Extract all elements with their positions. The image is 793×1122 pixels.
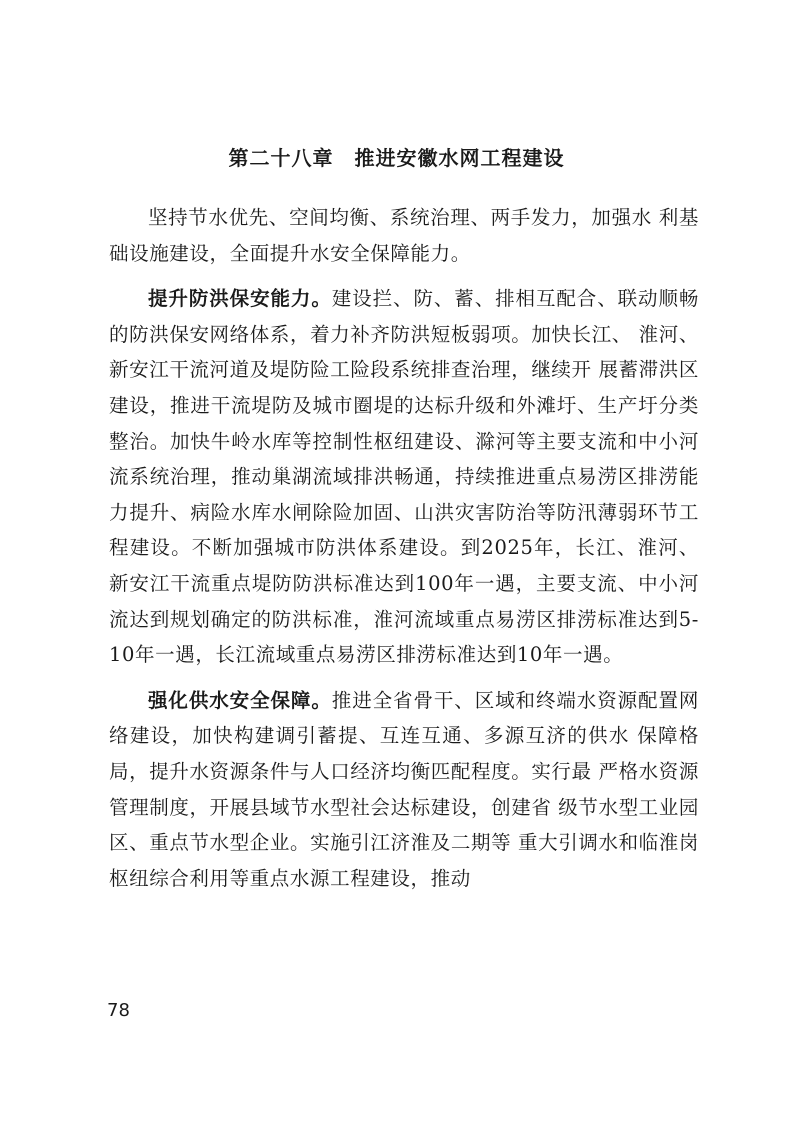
water-supply-heading: 强化供水安全保障。 [148, 688, 332, 712]
flood-control-heading: 提升防洪保安能力。 [148, 287, 332, 311]
flood-control-paragraph [109, 281, 699, 673]
page-number: 78 [107, 1000, 130, 1021]
water-supply-text: 推进全省骨干、区域和终端水资源配置网络建设，加快构建调引蓄提、互连互通、多源互济的供水 保障格局，提升水资源条件与人口经济均衡匹配程度。实行最 严格水资源管理制度，开展县域节水型社会达标建设，创建省 级节水型工业园区、重点节水型企业。实施引江济淮及二期等 重大引调水和临淮岗枢纽综合利用等重点水源工程建设，推动 [109, 688, 699, 890]
body-text [109, 200, 699, 906]
flood-control-text: 建设拦、防、蓄、排相互配合、联动顺畅的防洪保安网络体系，着力补齐防洪短板弱项。加快长江、 淮河、新安江干流河道及堤防险工险段系统排查治理，继续开 展蓄滞洪区建设，推进干流堤防及城市圈堤的达标升级和外滩圩、生产圩分类整治。加快牛岭水库等控制性枢纽建设、滁河等主要支流和中小河流系统治理，推动巢湖流域排洪畅通，持续推进重点易涝区排涝能力提升、病险水库水闸除险加固、山洪灾害防治等防汛薄弱环节工程建设。不断加强城市防洪体系建设。到2025年，长江、淮河、新安江干流重点堤防防洪标准达到100年一遇，主要支流、中小河流达到规划确定的防洪标准，淮河流域重点易涝区排涝标准达到5-10年一遇，长江流域重点易涝区排涝标准达到10年一遇。 [109, 287, 699, 667]
intro-paragraph: 坚持节水优先、空间均衡、系统治理、两手发力，加强水 利基础设施建设，全面提升水安全保障能力。 [109, 206, 699, 265]
water-supply-paragraph [109, 683, 699, 897]
chapter-title: 第二十八章 推进安徽水网工程建设 [228, 146, 565, 170]
